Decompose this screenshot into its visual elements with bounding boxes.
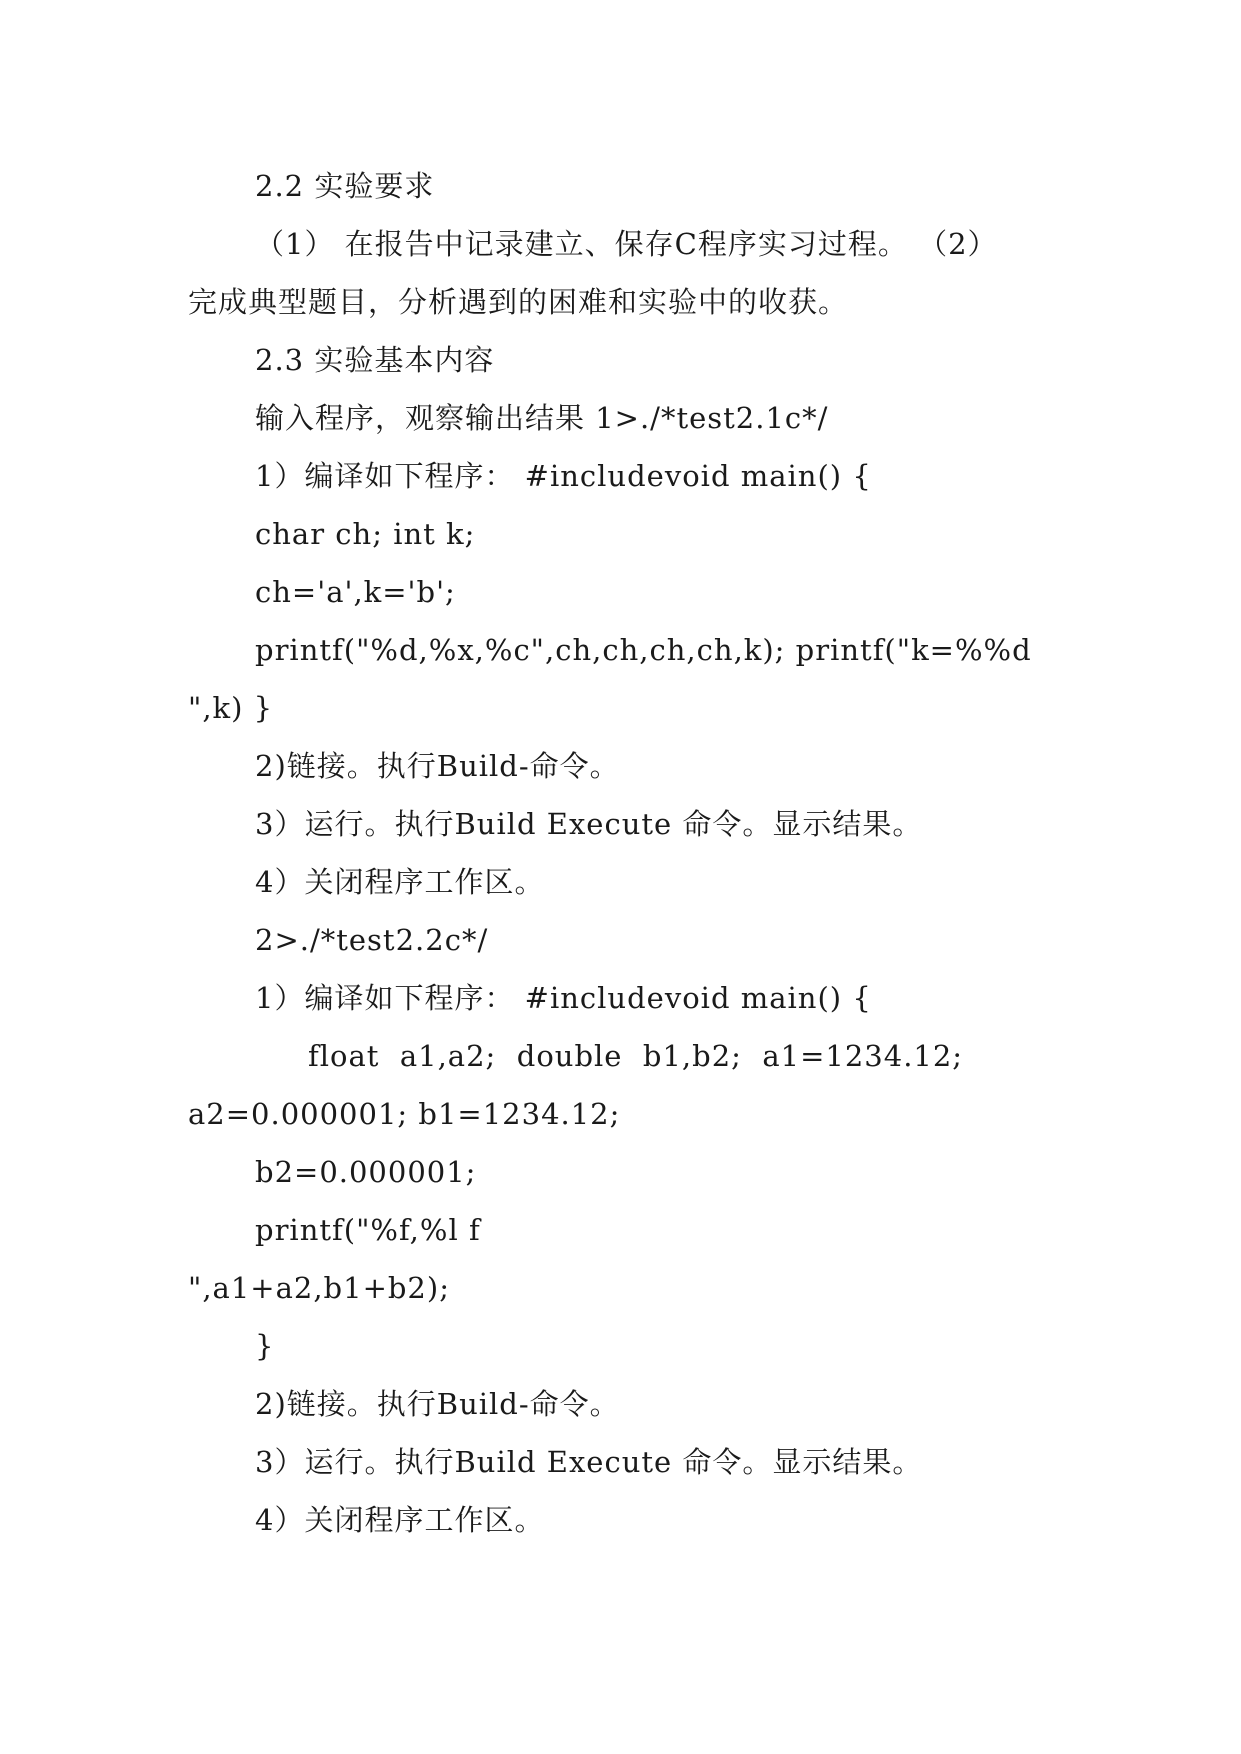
code-line: ch='a',k='b';	[255, 575, 456, 609]
code-line: ",a1+a2,b1+b2);	[188, 1271, 450, 1305]
code-line: float a1,a2; double b1,b2; a1=1234.12;	[308, 1039, 964, 1073]
section-heading-2-3: 2.3 实验基本内容	[255, 343, 495, 377]
step-3-run-line: 3）运行。执行Build Execute 命令。显示结果。	[255, 1445, 923, 1479]
step-2-link-line: 2)链接。执行Build-命令。	[255, 1387, 620, 1421]
step-4-close-line: 4）关闭程序工作区。	[255, 1503, 545, 1537]
code-line: printf("%d,%x,%c",ch,ch,ch,ch,k); printf("k=%%d	[255, 633, 1032, 667]
step-1-compile-line: 1）编译如下程序： #includevoid main() {	[255, 459, 872, 493]
step-1-compile-line: 1）编译如下程序： #includevoid main() {	[255, 981, 872, 1015]
code-line: }	[255, 1329, 275, 1363]
content-intro-line: 输入程序，观察输出结果 1>./*test2.1c*/	[255, 401, 829, 435]
requirements-line-2: 完成典型题目，分析遇到的困难和实验中的收获。	[188, 285, 849, 319]
code-line: a2=0.000001; b1=1234.12;	[188, 1097, 621, 1131]
code-line: char ch; int k;	[255, 517, 476, 551]
code-line: b2=0.000001;	[255, 1155, 477, 1189]
step-2-link-line: 2)链接。执行Build-命令。	[255, 749, 620, 783]
step-4-close-line: 4）关闭程序工作区。	[255, 865, 545, 899]
requirements-line-1: （1） 在报告中记录建立、保存C程序实习过程。 （2）	[255, 227, 998, 261]
test-2-2-heading: 2>./*test2.2c*/	[255, 923, 489, 957]
section-heading-2-2: 2.2 实验要求	[255, 169, 435, 203]
code-line: ",k) }	[188, 691, 274, 725]
step-3-run-line: 3）运行。执行Build Execute 命令。显示结果。	[255, 807, 923, 841]
code-line: printf("%f,%l f	[255, 1213, 481, 1247]
